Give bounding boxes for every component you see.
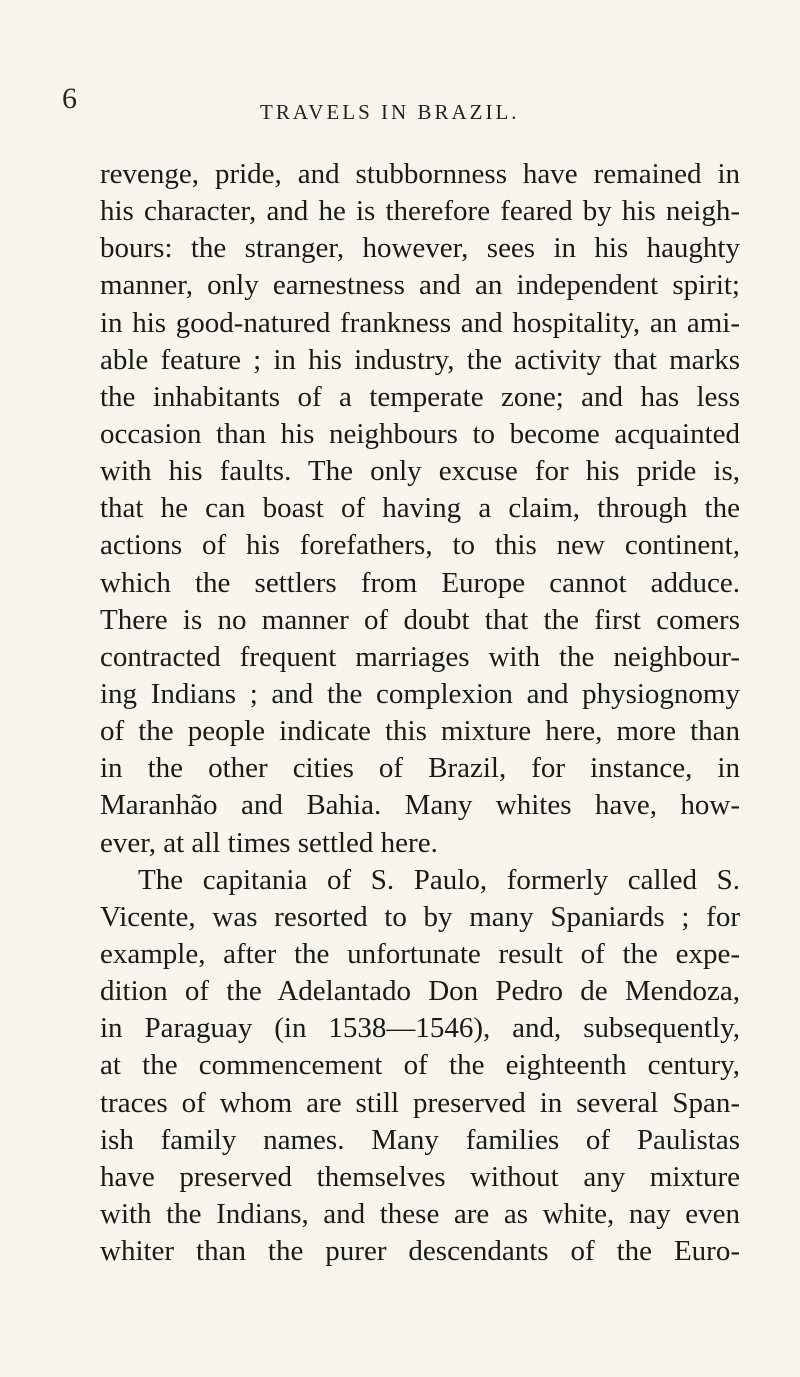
text-line: ever, at all times settled here. — [100, 826, 438, 859]
text-line: of the people indicate this mixture here, more than — [100, 715, 740, 748]
text-line: The capitania of S. Paulo, formerly called S. — [138, 863, 740, 896]
text-line: able feature ; in his industry, the activity that marks — [100, 343, 740, 376]
page-number: 6 — [62, 82, 77, 115]
text-line: example, after the unfortunate result of the expe- — [100, 937, 740, 970]
text-line: the inhabitants of a temperate zone; and has less — [100, 380, 740, 413]
text-line: actions of his forefathers, to this new continent, — [100, 529, 740, 562]
text-line: ish family names. Many families of Paulistas — [100, 1123, 740, 1156]
text-line: his character, and he is therefore feared by his neigh- — [100, 195, 740, 228]
text-line: with the Indians, and these are as white, nay even — [100, 1197, 740, 1230]
text-line: dition of the Adelantado Don Pedro de Mendoza, — [100, 975, 740, 1008]
text-line: whiter than the purer descendants of the Euro- — [100, 1235, 740, 1268]
text-line: bours: the stranger, however, sees in his haughty — [100, 232, 740, 265]
body-text — [100, 156, 740, 1270]
text-line: revenge, pride, and stubbornness have remained in — [100, 158, 740, 190]
text-line: have preserved themselves without any mixture — [100, 1160, 740, 1193]
text-line: ing Indians ; and the complexion and physiognomy — [100, 677, 740, 710]
text-line: There is no manner of doubt that the first comers — [100, 603, 740, 636]
text-line: manner, only earnestness and an independent spirit; — [100, 269, 740, 302]
text-line: at the commencement of the eighteenth century, — [100, 1049, 740, 1082]
text-line: Maranhão and Bahia. Many whites have, how- — [100, 789, 740, 822]
text-line: traces of whom are still preserved in several Span- — [100, 1086, 740, 1119]
text-line: with his faults. The only excuse for his pride is, — [100, 455, 740, 488]
text-line: occasion than his neighbours to become acquainted — [100, 417, 740, 450]
text-line: in Paraguay (in 1538—1546), and, subsequently, — [100, 1012, 740, 1045]
text-line: Vicente, was resorted to by many Spaniards ; for — [100, 900, 740, 933]
text-line: which the settlers from Europe cannot adduce. — [100, 566, 740, 599]
text-line: that he can boast of having a claim, through the — [100, 492, 740, 525]
text-line: in his good-natured frankness and hospitality, an ami- — [100, 306, 740, 339]
text-line: contracted frequent marriages with the neighbour- — [100, 640, 740, 673]
text-line: in the other cities of Brazil, for instance, in — [100, 752, 740, 785]
running-head: TRAVELS IN BRAZIL. — [260, 100, 520, 124]
